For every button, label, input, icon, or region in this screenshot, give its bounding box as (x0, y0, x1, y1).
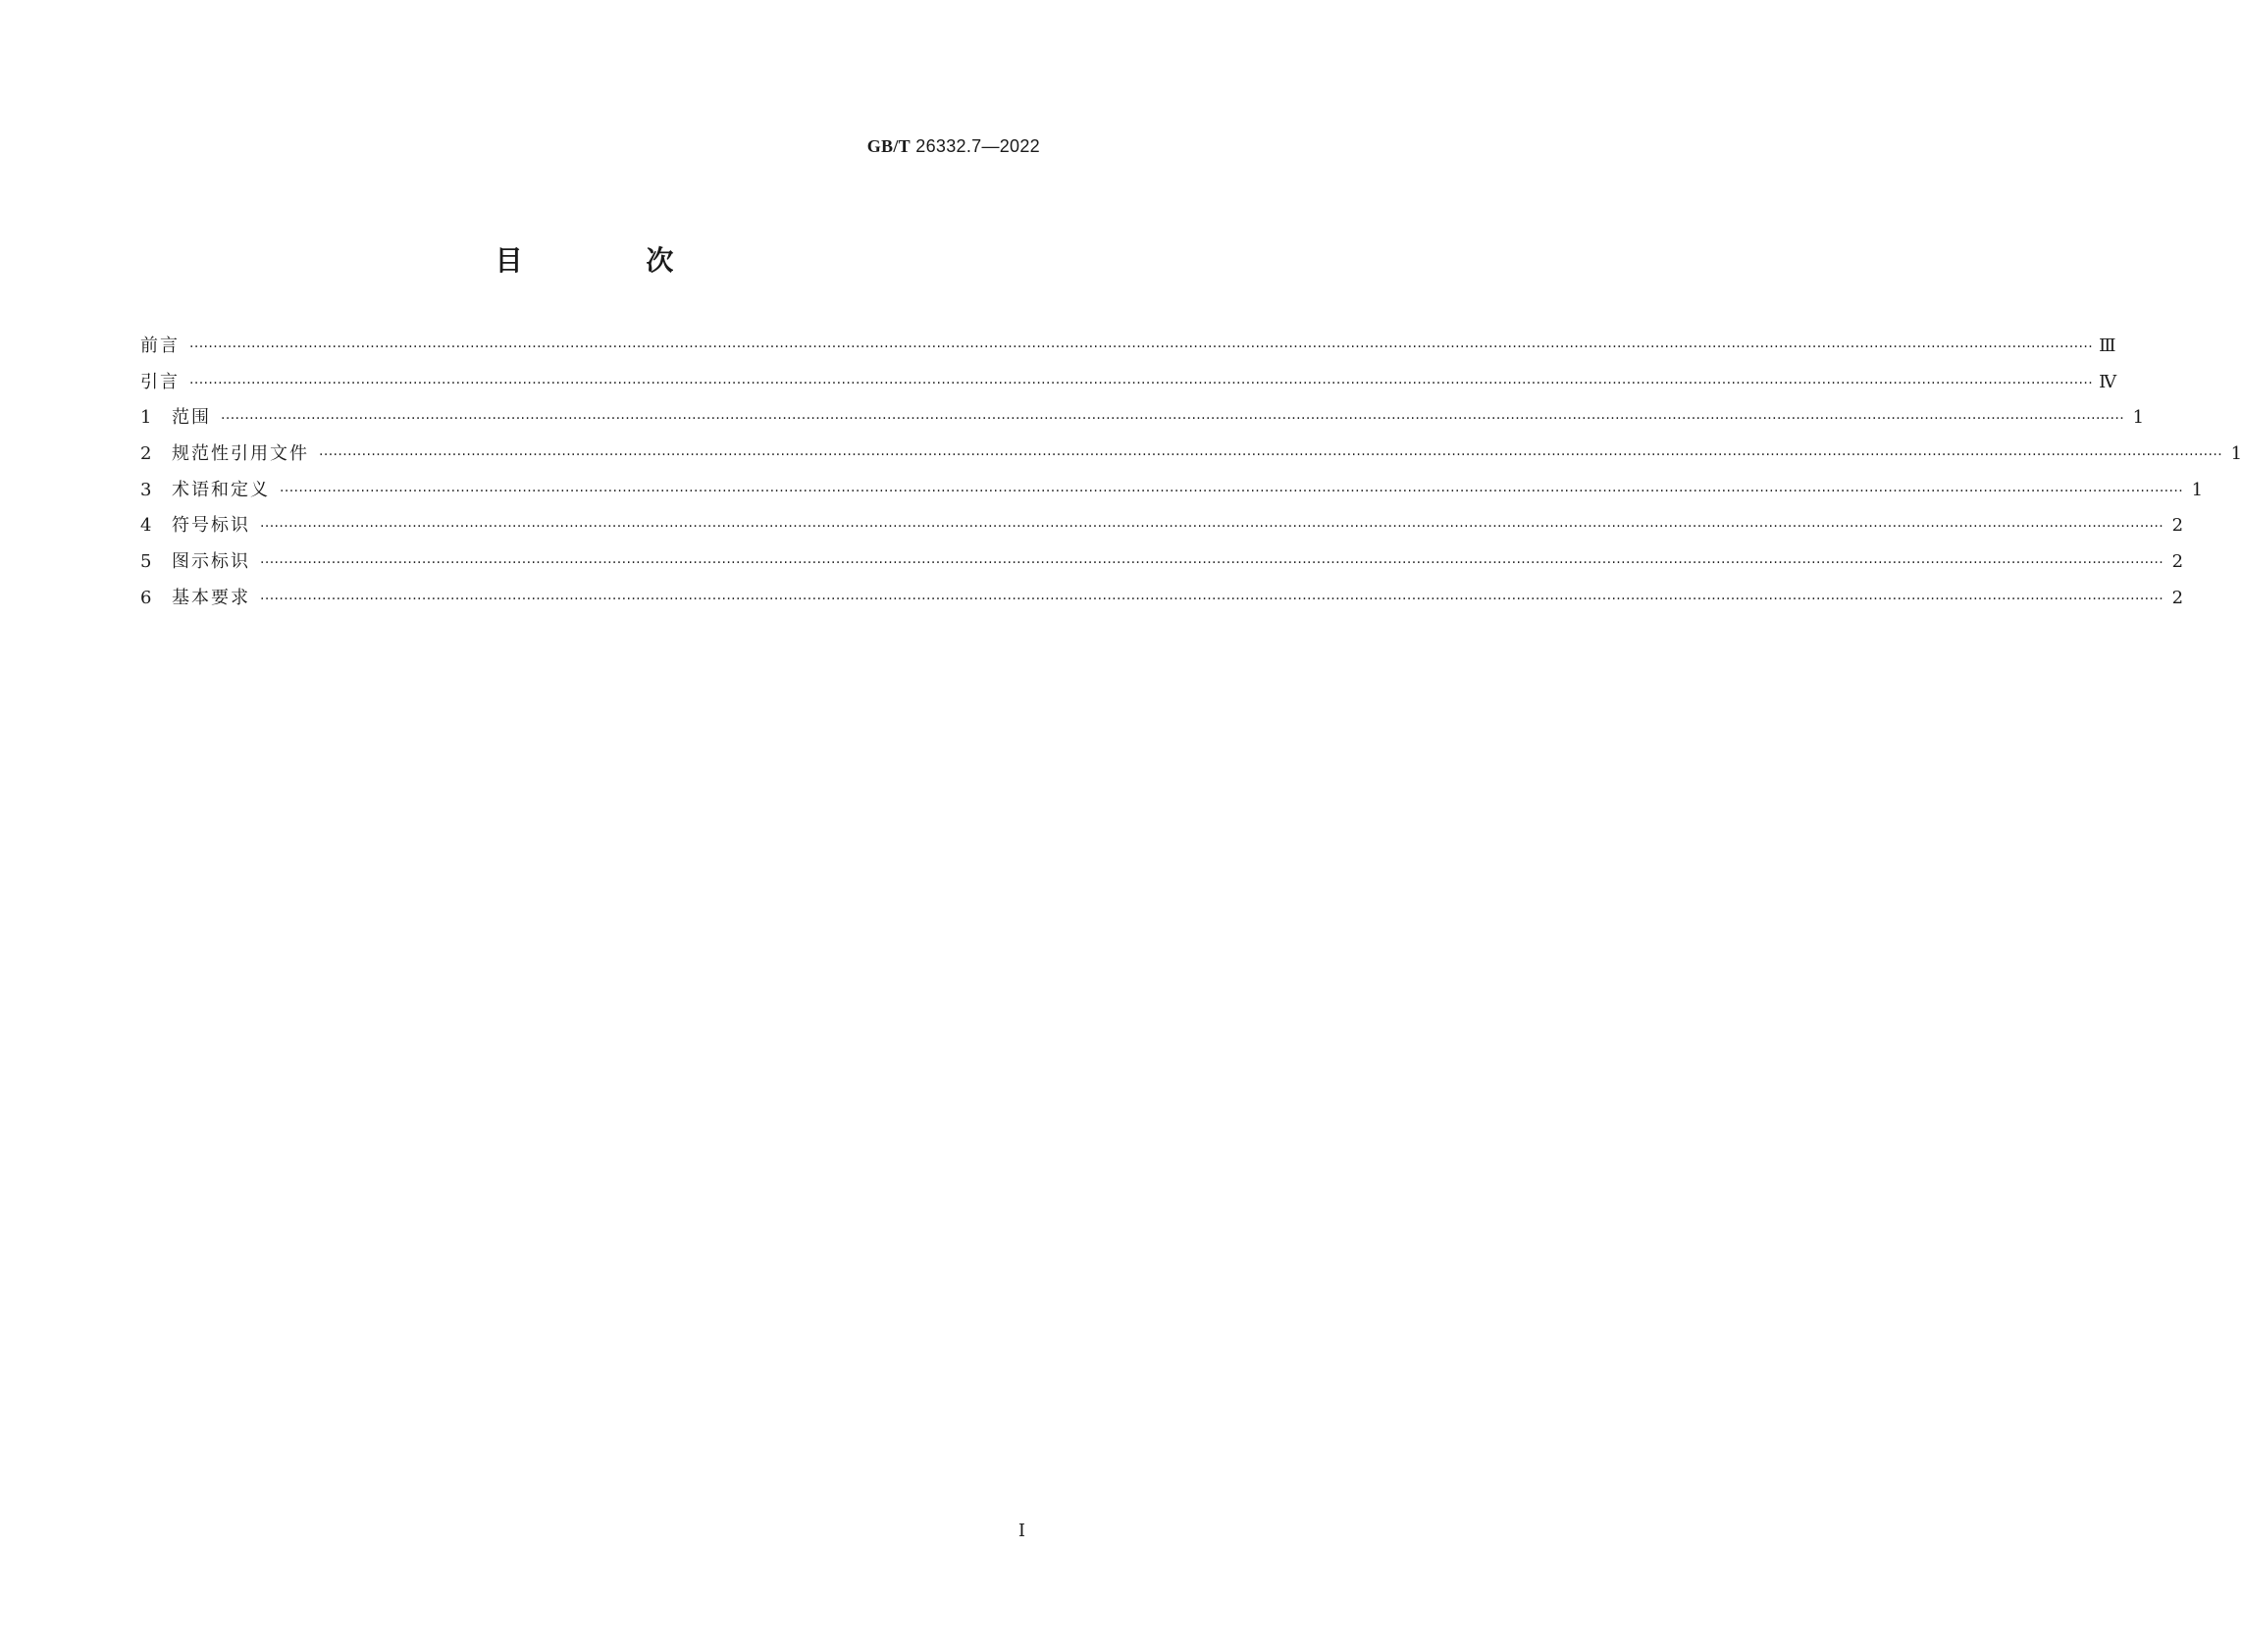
toc-entry-page: 2 (2171, 551, 2184, 573)
toc-entry-number: 4 (140, 515, 152, 537)
toc-dot-leader: ················································································································································································································································································································································································································ (189, 375, 2094, 391)
standard-code (867, 136, 1040, 157)
toc-dot-leader: ················································································································································································································································································································································································································ (260, 555, 2164, 572)
toc-entry-number: 3 (140, 479, 152, 500)
toc-entry-page: 2 (2171, 515, 2184, 537)
table-of-contents (140, 332, 2242, 620)
toc-entry-label: 范围 (172, 407, 211, 429)
toc-entry-page: Ⅳ (2099, 371, 2117, 392)
toc-dot-leader: ················································································································································································································································································································································································································ (260, 519, 2164, 536)
toc-dot-leader: ················································································································································································································································································································································································································ (221, 411, 2125, 428)
standard-number: 26332.7—2022 (915, 136, 1040, 156)
toc-dot-leader: ················································································································································································································································································································································································································ (280, 483, 2184, 499)
page-number: Ⅰ (1017, 1521, 1025, 1541)
toc-dot-leader: ················································································································································································································································································································································································································ (189, 339, 2094, 355)
toc-entry-page: 2 (2171, 587, 2184, 608)
toc-title: 目 次 (495, 244, 731, 277)
toc-entry-label: 术语和定义 (172, 479, 270, 500)
toc-entry-label: 规范性引用文件 (172, 443, 309, 465)
toc-entry-basic-requirements[interactable] (140, 584, 2184, 620)
toc-entry-page: 1 (2230, 443, 2242, 465)
toc-entry-label: 基本要求 (172, 587, 250, 608)
toc-dot-leader: ················································································································································································································································································································································································································ (319, 447, 2223, 464)
toc-entry-graphic-marking[interactable] (140, 547, 2184, 584)
standard-prefix: GB/T (866, 136, 911, 156)
toc-entry-normative-references[interactable] (140, 439, 2242, 476)
toc-entry-terms-and-definitions[interactable] (140, 476, 2204, 512)
toc-entry-label: 图示标识 (172, 551, 250, 573)
toc-entry-number: 6 (140, 587, 152, 608)
toc-entry-introduction[interactable] (140, 368, 2117, 404)
toc-entry-page: 1 (2191, 479, 2204, 500)
toc-entry-label: 符号标识 (172, 515, 250, 537)
toc-entry-number: 5 (140, 551, 152, 573)
toc-entry-scope[interactable] (140, 403, 2145, 439)
toc-dot-leader: ················································································································································································································································································································································································································ (260, 591, 2164, 607)
toc-entry-symbol-marking[interactable] (140, 511, 2184, 547)
toc-entry-page: 1 (2132, 407, 2145, 429)
toc-entry-label: 引言 (140, 371, 180, 392)
toc-entry-label: 前言 (140, 336, 180, 356)
toc-entry-number: 1 (140, 407, 152, 429)
toc-entry-page: Ⅲ (2099, 336, 2116, 356)
toc-entry-foreword[interactable] (140, 332, 2116, 368)
toc-entry-number: 2 (140, 443, 152, 465)
